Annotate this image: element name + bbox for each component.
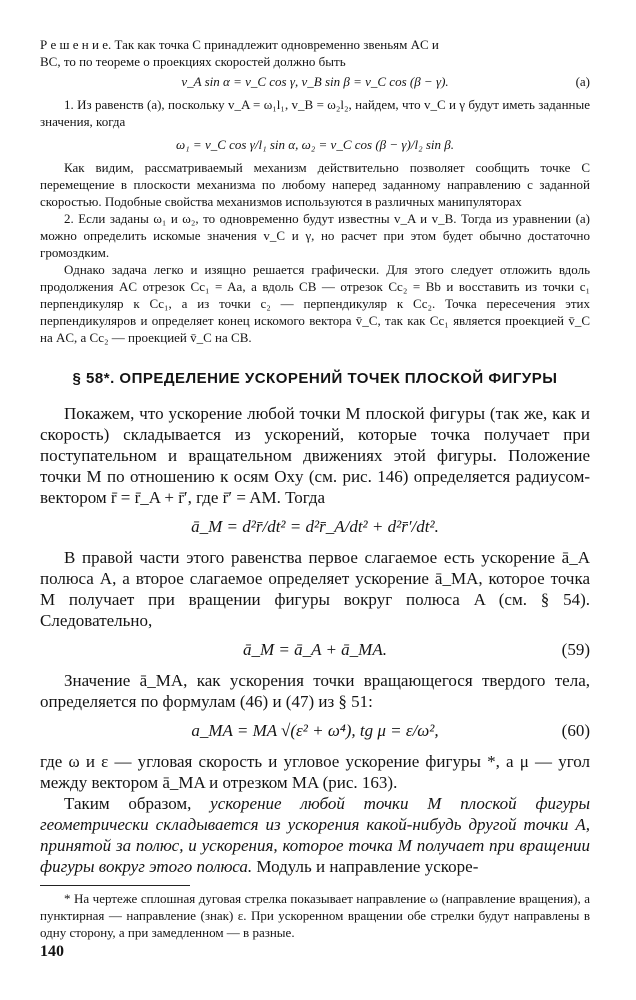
solution-paragraph-1: 1. Из равенств (а), поскольку v_A = ω₁l₁, v_B = ω₂l₂, найдем, что v_C и γ будут иметь заданные значения, когда [40,97,590,129]
equation-60 [40,720,590,741]
solution-line-1: Р е ш е н и е. Так как точка C принадлежит одновременно звеньям AC и [40,37,439,52]
solution-paragraph-4: Однако задача легко и изящно решается графически. Для этого следует отложить вдоль продолжения AC отрезок Cc₁ = Aa, а вдоль CB — отрезок Cc₂ = Bb и восставить из точки c₁ перпендикуляр к Cc₁, а из точки c₂ — перпендикуляр к Cc₂. Точка пересечения этих перпендикуляров и определяет конец искомого вектора v̄_C, так как Cc₁ является проекцией v̄_C на AC, а Cc₂ — проекцией v̄_C на CB. [40,262,590,345]
equation-59-text: ā_M = ā_A + ā_MA. [243,640,387,659]
page-content [40,36,590,941]
paragraph-5-end: Модуль и направление ускоре- [252,857,479,876]
solution-line-2: BC, то по теореме о проекциях скоростей должно быть [40,54,346,69]
equation-a [40,73,590,90]
equation-accel: ā_M = d²r̄/dt² = d²r̄_A/dt² + d²r̄′/dt². [191,517,439,536]
main-paragraph-4: где ω и ε — угловая скорость и угловое ускорение фигуры *, а μ — угол между вектором ā_MA и отрезком MA (рис. 163). [40,752,590,792]
footnote: * На чертеже сплошная дуговая стрелка показывает направление ω (направление вращения), а пунктирная — направление (знак) ε. При ускоренном вращении обе стрелки будут направлены в одну сторону, а при замедленном — в разные. [40,891,590,940]
equation-a-label: (a) [575,74,590,89]
main-section [40,403,590,877]
main-paragraph-3: Значение ā_MA, как ускорения точки вращающегося твердого тела, определяется по формулам (46) и (47) из § 51: [40,671,590,711]
main-paragraph-5 [40,793,590,877]
main-paragraph-2: В правой части этого равенства первое слагаемое есть ускорение ā_A полюса A, а второе слагаемое определяет ускорение ā_MA, которое точка M получает при вращении фигуры вокруг полюса A (см. § 54). Следовательно, [40,548,590,630]
equation-60-label: (60) [561,721,590,740]
solution-paragraph-3: 2. Если заданы ω₁ и ω₂, то одновременно будут известны v_A и v_B. Тогда из уравнении (а) можно определить искомые значения v_C и γ, но расчет при этом будет обычно достаточно громоздким. [40,211,590,260]
section-heading: § 58*. ОПРЕДЕЛЕНИЕ УСКОРЕНИЙ ТОЧЕК ПЛОСКОЙ ФИГУРЫ [72,370,558,387]
solution-section [40,36,590,346]
page-number: 140 [40,943,64,960]
equation-60-text: a_MA = MA √(ε² + ω⁴), tg μ = ε/ω², [191,721,439,740]
equation-59-label: (59) [561,640,590,659]
equation-59 [40,639,590,660]
equation-omega: ω₁ = v_C cos γ/l₁ sin α, ω₂ = v_C cos (β − γ)/l₂ sin β. [175,137,454,152]
footnote-divider [40,885,190,886]
main-paragraph-1: Покажем, что ускорение любой точки M плоской фигуры (так же, как и скорость) складывается из ускорений, которые точка получает при поступательном и вращательном движениях этой фигуры. Положение точки M по отношению к осям Oxy (см. рис. 146) определяется радиусом-вектором r̄ = r̄_A + r̄′, где r̄′ = AM. Тогда [40,404,590,507]
equation-a-text: v_A sin α = v_C cos γ, v_B sin β = v_C cos (β − γ). [181,74,449,89]
solution-paragraph-2: Как видим, рассматриваемый механизм действительно позволяет сообщить точке C перемещение в плоскости механизма по любому наперед заданному направлению с заданной скоростью. Подобные свойства механизмов используются в различных манипуляторах [40,160,590,209]
paragraph-5-start: Таким образом, [64,794,211,813]
paragraph-5-italic: ускорение любой точки M плоской фигуры геометрически складывается из ускорения какой-нибудь другой точки A, принятой за полюс, и ускорения, которое точка M получает при вращении фигуры вокруг этого полюса. [40,794,590,876]
